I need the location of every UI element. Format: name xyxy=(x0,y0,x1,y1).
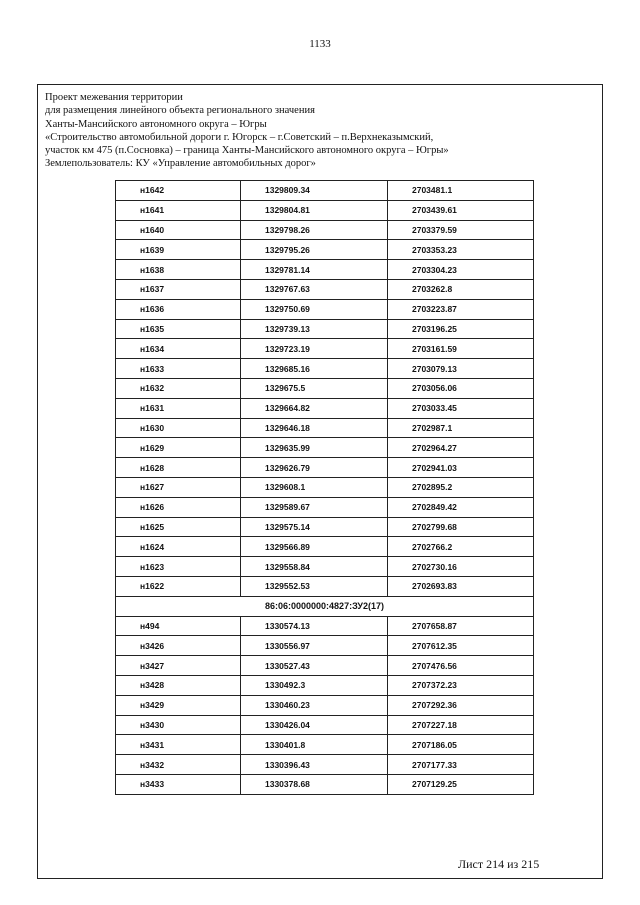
y-coordinate-cell: 2703481.1 xyxy=(388,181,534,201)
y-coordinate-cell: 2702799.68 xyxy=(388,517,534,537)
x-coordinate-cell: 1330396.43 xyxy=(241,755,388,775)
x-coordinate-cell: 1329795.26 xyxy=(241,240,388,260)
table-row xyxy=(116,200,534,220)
point-id-cell: н1632 xyxy=(116,378,241,398)
table-row xyxy=(116,220,534,240)
table-row xyxy=(116,576,534,596)
x-coordinate-cell: 1329781.14 xyxy=(241,260,388,280)
point-id-cell: н3427 xyxy=(116,656,241,676)
y-coordinate-cell: 2702987.1 xyxy=(388,418,534,438)
y-coordinate-cell: 2703056.06 xyxy=(388,378,534,398)
cadastral-number-cell: 86:06:0000000:4827:ЗУ2(17) xyxy=(116,596,534,616)
table-row xyxy=(116,378,534,398)
y-coordinate-cell: 2702766.2 xyxy=(388,537,534,557)
y-coordinate-cell: 2702693.83 xyxy=(388,576,534,596)
page-number: 1133 xyxy=(309,38,331,50)
y-coordinate-cell: 2707227.18 xyxy=(388,715,534,735)
section-row xyxy=(116,596,534,616)
table-row xyxy=(116,774,534,794)
header-line: «Строительство автомобильной дороги г. Югорск – г.Советский – п.Верхнеказымский, xyxy=(45,131,434,143)
point-id-cell: н3433 xyxy=(116,774,241,794)
x-coordinate-cell: 1329664.82 xyxy=(241,398,388,418)
x-coordinate-cell: 1329635.99 xyxy=(241,438,388,458)
y-coordinate-cell: 2707476.56 xyxy=(388,656,534,676)
point-id-cell: н1630 xyxy=(116,418,241,438)
y-coordinate-cell: 2707186.05 xyxy=(388,735,534,755)
header-line: Проект межевания территории xyxy=(45,92,183,103)
x-coordinate-cell: 1329552.53 xyxy=(241,576,388,596)
point-id-cell: н494 xyxy=(116,616,241,636)
x-coordinate-cell: 1330527.43 xyxy=(241,656,388,676)
point-id-cell: н1624 xyxy=(116,537,241,557)
y-coordinate-cell: 2703196.25 xyxy=(388,319,534,339)
x-coordinate-cell: 1329750.69 xyxy=(241,299,388,319)
point-id-cell: н1637 xyxy=(116,279,241,299)
x-coordinate-cell: 1329809.34 xyxy=(241,181,388,201)
table-row xyxy=(116,695,534,715)
point-id-cell: н3429 xyxy=(116,695,241,715)
point-id-cell: н3426 xyxy=(116,636,241,656)
header-line: Ханты-Мансийского автономного округа – Югры xyxy=(45,118,267,130)
y-coordinate-cell: 2703262.8 xyxy=(388,279,534,299)
table-row xyxy=(116,537,534,557)
x-coordinate-cell: 1330401.8 xyxy=(241,735,388,755)
x-coordinate-cell: 1329646.18 xyxy=(241,418,388,438)
table-row xyxy=(116,477,534,497)
y-coordinate-cell: 2702849.42 xyxy=(388,497,534,517)
x-coordinate-cell: 1329723.19 xyxy=(241,339,388,359)
table-row xyxy=(116,339,534,359)
table-row xyxy=(116,418,534,438)
x-coordinate-cell: 1330574.13 xyxy=(241,616,388,636)
point-id-cell: н3431 xyxy=(116,735,241,755)
point-id-cell: н3430 xyxy=(116,715,241,735)
x-coordinate-cell: 1330492.3 xyxy=(241,675,388,695)
table-row xyxy=(116,497,534,517)
point-id-cell: н3428 xyxy=(116,675,241,695)
coordinates-table xyxy=(115,180,534,795)
point-id-cell: н1625 xyxy=(116,517,241,537)
table-row xyxy=(116,279,534,299)
table-row xyxy=(116,458,534,478)
y-coordinate-cell: 2703223.87 xyxy=(388,299,534,319)
y-coordinate-cell: 2707292.36 xyxy=(388,695,534,715)
point-id-cell: н1634 xyxy=(116,339,241,359)
table-row xyxy=(116,260,534,280)
y-coordinate-cell: 2707372.23 xyxy=(388,675,534,695)
x-coordinate-cell: 1330460.23 xyxy=(241,695,388,715)
header-line: участок км 475 (п.Сосновка) – граница Ханты-Мансийского автономного округа – Югры» xyxy=(45,145,449,157)
table-row xyxy=(116,517,534,537)
point-id-cell: н1633 xyxy=(116,359,241,379)
table-row xyxy=(116,616,534,636)
x-coordinate-cell: 1330426.04 xyxy=(241,715,388,735)
header-line: для размещения линейного объекта регионального значения xyxy=(45,105,315,117)
y-coordinate-cell: 2707658.87 xyxy=(388,616,534,636)
x-coordinate-cell: 1329804.81 xyxy=(241,200,388,220)
x-coordinate-cell: 1330378.68 xyxy=(241,774,388,794)
point-id-cell: н1628 xyxy=(116,458,241,478)
y-coordinate-cell: 2703079.13 xyxy=(388,359,534,379)
table-row xyxy=(116,675,534,695)
table-row xyxy=(116,240,534,260)
y-coordinate-cell: 2703379.59 xyxy=(388,220,534,240)
table-row xyxy=(116,299,534,319)
point-id-cell: н3432 xyxy=(116,755,241,775)
table-row xyxy=(116,438,534,458)
table-row xyxy=(116,715,534,735)
y-coordinate-cell: 2703161.59 xyxy=(388,339,534,359)
sheet-number: Лист 214 из 215 xyxy=(458,857,540,871)
table-row xyxy=(116,636,534,656)
document-header xyxy=(45,91,595,171)
table-row xyxy=(116,735,534,755)
y-coordinate-cell: 2703353.23 xyxy=(388,240,534,260)
y-coordinate-cell: 2703304.23 xyxy=(388,260,534,280)
point-id-cell: н1636 xyxy=(116,299,241,319)
header-line: Землепользователь: КУ «Управление автомобильных дорог» xyxy=(45,158,316,170)
table-row xyxy=(116,557,534,577)
x-coordinate-cell: 1329608.1 xyxy=(241,477,388,497)
x-coordinate-cell: 1329675.5 xyxy=(241,378,388,398)
y-coordinate-cell: 2707177.33 xyxy=(388,755,534,775)
point-id-cell: н1639 xyxy=(116,240,241,260)
x-coordinate-cell: 1329798.26 xyxy=(241,220,388,240)
table-row xyxy=(116,359,534,379)
table-row xyxy=(116,181,534,201)
x-coordinate-cell: 1329739.13 xyxy=(241,319,388,339)
y-coordinate-cell: 2707612.35 xyxy=(388,636,534,656)
table-row xyxy=(116,656,534,676)
y-coordinate-cell: 2702941.03 xyxy=(388,458,534,478)
x-coordinate-cell: 1329767.63 xyxy=(241,279,388,299)
x-coordinate-cell: 1329589.67 xyxy=(241,497,388,517)
point-id-cell: н1641 xyxy=(116,200,241,220)
point-id-cell: н1627 xyxy=(116,477,241,497)
x-coordinate-cell: 1329558.84 xyxy=(241,557,388,577)
y-coordinate-cell: 2702895.2 xyxy=(388,477,534,497)
x-coordinate-cell: 1330556.97 xyxy=(241,636,388,656)
coordinates-table-body xyxy=(116,181,534,795)
table-row xyxy=(116,755,534,775)
point-id-cell: н1623 xyxy=(116,557,241,577)
table-row xyxy=(116,319,534,339)
x-coordinate-cell: 1329575.14 xyxy=(241,517,388,537)
y-coordinate-cell: 2702964.27 xyxy=(388,438,534,458)
point-id-cell: н1640 xyxy=(116,220,241,240)
point-id-cell: н1622 xyxy=(116,576,241,596)
x-coordinate-cell: 1329685.16 xyxy=(241,359,388,379)
y-coordinate-cell: 2702730.16 xyxy=(388,557,534,577)
y-coordinate-cell: 2703439.61 xyxy=(388,200,534,220)
point-id-cell: н1631 xyxy=(116,398,241,418)
point-id-cell: н1642 xyxy=(116,181,241,201)
point-id-cell: н1629 xyxy=(116,438,241,458)
table-row xyxy=(116,398,534,418)
x-coordinate-cell: 1329566.89 xyxy=(241,537,388,557)
point-id-cell: н1626 xyxy=(116,497,241,517)
x-coordinate-cell: 1329626.79 xyxy=(241,458,388,478)
point-id-cell: н1638 xyxy=(116,260,241,280)
y-coordinate-cell: 2703033.45 xyxy=(388,398,534,418)
y-coordinate-cell: 2707129.25 xyxy=(388,774,534,794)
point-id-cell: н1635 xyxy=(116,319,241,339)
